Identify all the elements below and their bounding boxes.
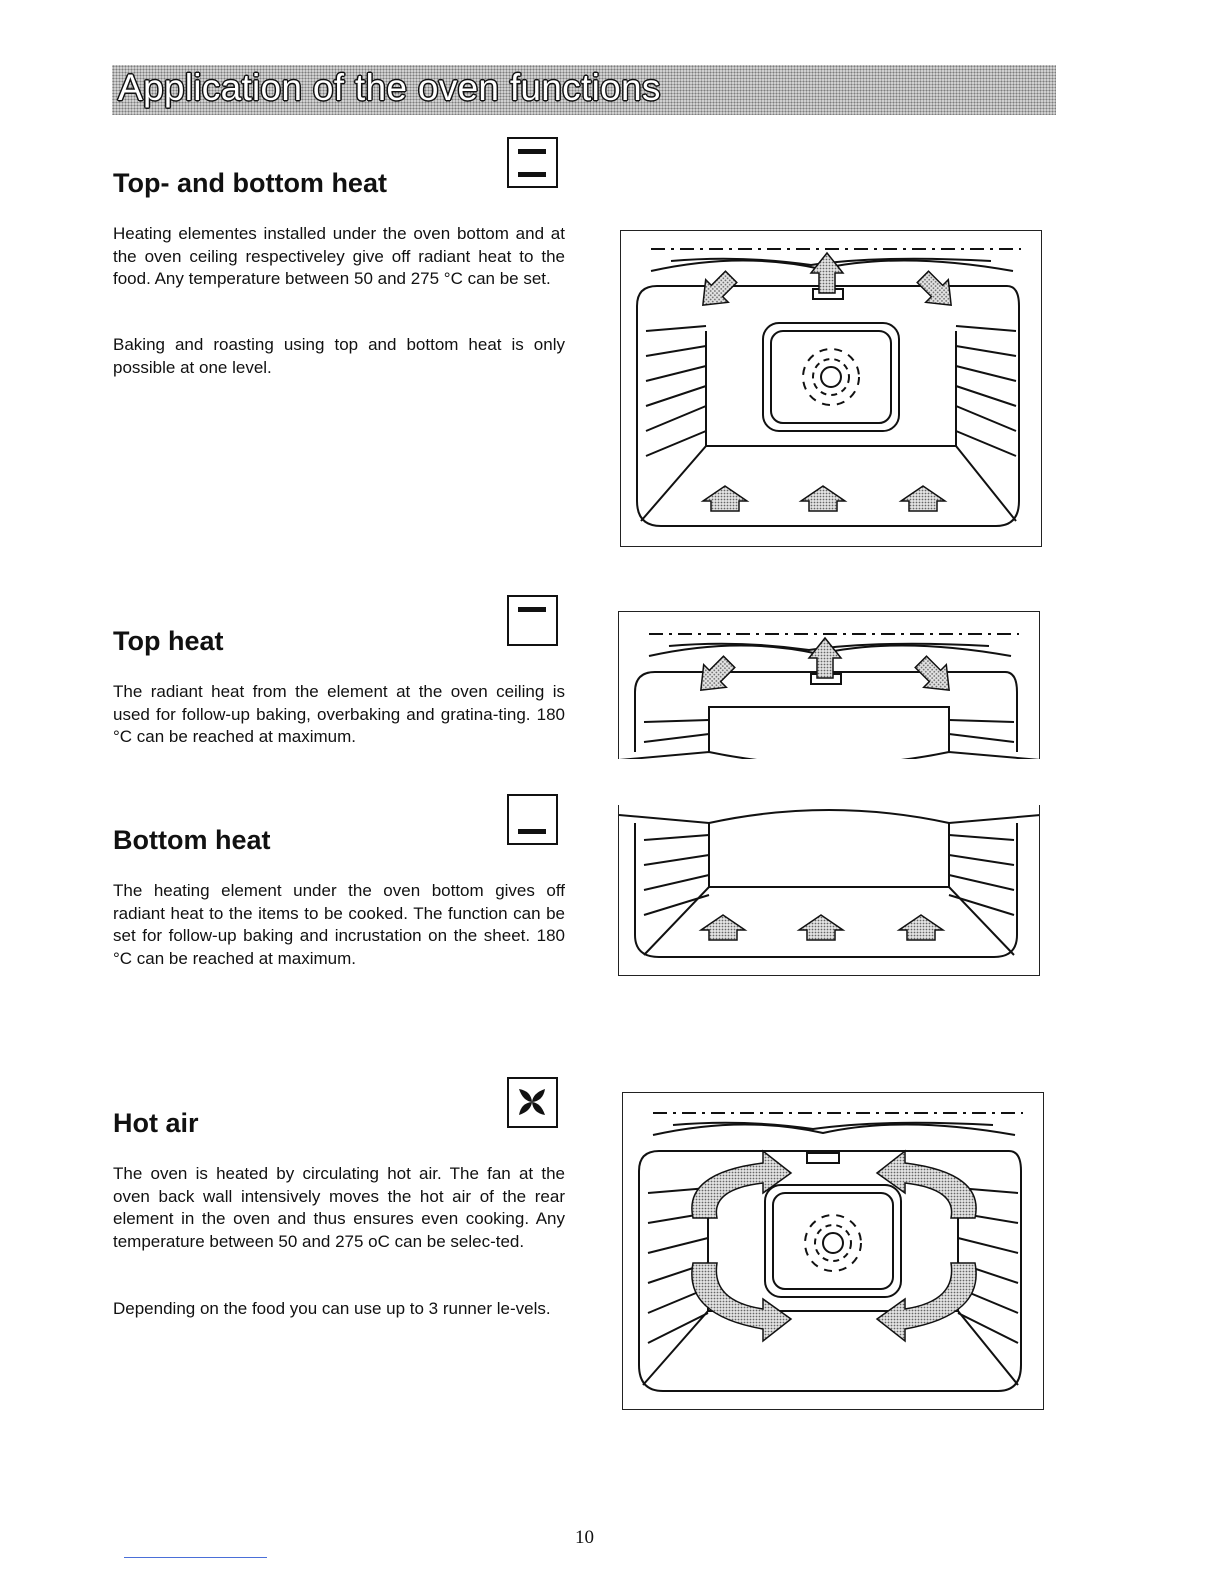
bottom-heat-desc: The heating element under the oven bottom gives off radiant heat to the items to be cooked. The function can be set for follow-up baking and incrustation on the sheet. 180 °C can be reached at maximum. xyxy=(113,881,565,968)
section-title-hot-air: Hot air xyxy=(113,1108,199,1138)
diagram-bottom-heat xyxy=(618,805,1040,976)
top-heat-icon xyxy=(507,595,558,646)
top-heat-desc: The radiant heat from the element at the oven ceiling is used for follow-up baking, overbaking and gratina-ting. 180 °C can be reached at maximum. xyxy=(113,682,565,746)
footer-rule xyxy=(124,1557,267,1558)
section-title-top-heat: Top heat xyxy=(113,626,224,656)
banner-title: Application of the oven functions xyxy=(118,67,661,108)
hot-air-desc-1: The oven is heated by circulating hot air. The fan at the oven back wall intensively moves the hot air of the rear element in the oven and thus ensures even cooking. Any temperature between 50 and 275 oC can be selec-ted. xyxy=(113,1164,565,1251)
hot-air-desc-2: Depending on the food you can use up to 3 runner le-vels. xyxy=(113,1299,551,1318)
diagram-hot-air xyxy=(622,1092,1044,1410)
section-banner xyxy=(112,65,1056,115)
page-number: 10 xyxy=(575,1527,594,1548)
top-bottom-heat-desc-1: Heating elementes installed under the oven bottom and at the oven ceiling respectiveley give off radiant heat to the food. Any temperature between 50 and 275 °C can be set. xyxy=(113,224,565,288)
section-title-top-bottom-heat: Top- and bottom heat xyxy=(113,168,387,198)
top-bottom-heat-desc-2: Baking and roasting using top and bottom heat is only possible at one level. xyxy=(113,335,565,377)
diagram-top-heat xyxy=(618,611,1040,759)
top-bottom-heat-icon xyxy=(507,137,558,188)
fan-icon xyxy=(507,1077,558,1128)
section-title-bottom-heat: Bottom heat xyxy=(113,825,271,855)
bottom-heat-icon xyxy=(507,794,558,845)
diagram-top-bottom-heat xyxy=(620,230,1042,547)
